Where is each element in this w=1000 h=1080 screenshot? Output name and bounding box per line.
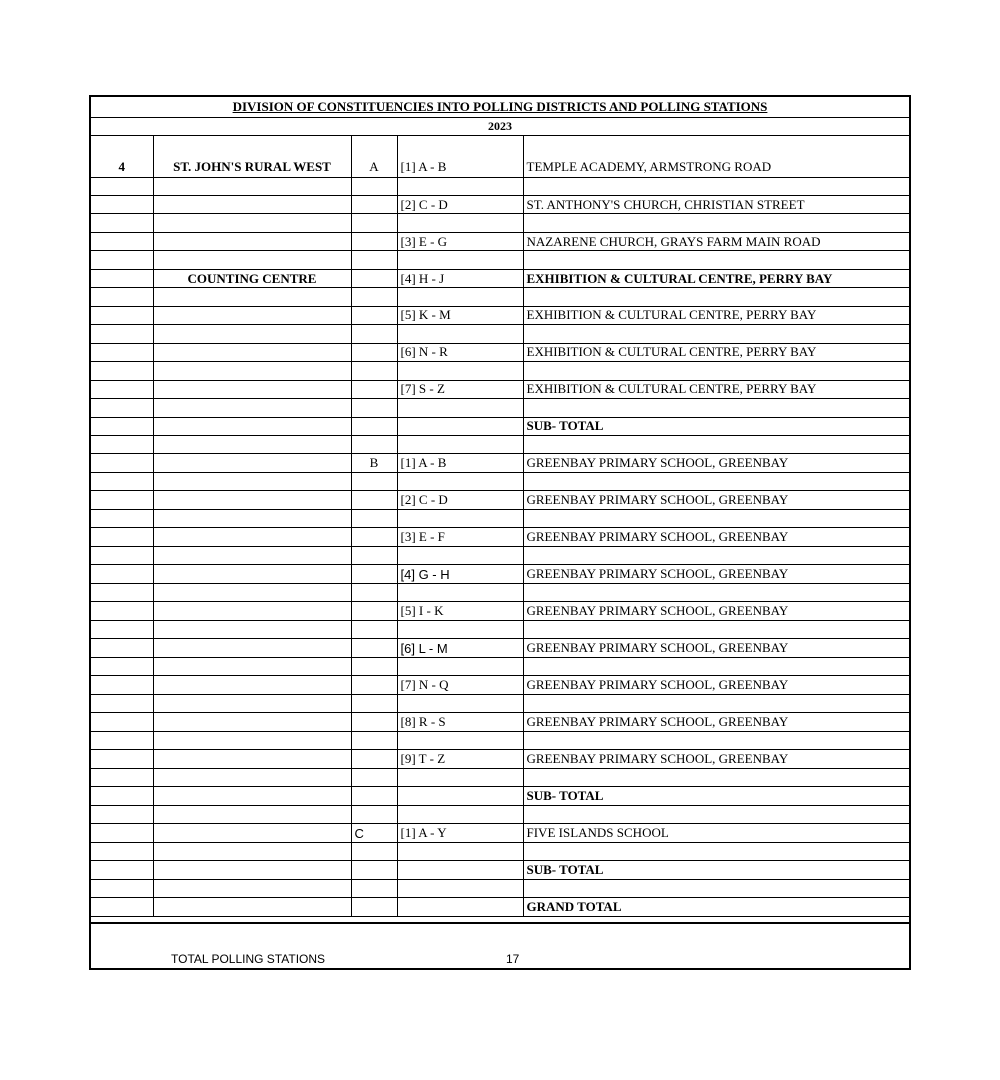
constituency-number-cell bbox=[91, 750, 153, 769]
empty-cell bbox=[523, 288, 909, 306]
document-year: 2023 bbox=[91, 117, 909, 136]
empty-cell bbox=[523, 695, 909, 713]
empty-cell bbox=[351, 695, 397, 713]
empty-cell bbox=[351, 362, 397, 380]
empty-cell bbox=[91, 510, 153, 528]
alphabet-range-cell: [6] L - M bbox=[397, 639, 523, 658]
empty-cell bbox=[523, 325, 909, 343]
alphabet-range-cell bbox=[397, 898, 523, 917]
constituency-number-cell bbox=[91, 787, 153, 806]
alphabet-range-cell: [1] A - Y bbox=[397, 824, 523, 843]
table-row bbox=[91, 380, 909, 399]
constituency-name-cell bbox=[153, 676, 351, 695]
alphabet-range-cell: [8] R - S bbox=[397, 713, 523, 732]
empty-cell bbox=[523, 547, 909, 565]
spacer-row bbox=[91, 584, 909, 602]
empty-cell bbox=[523, 806, 909, 824]
polling-district-cell bbox=[351, 565, 397, 584]
spacer-row bbox=[91, 695, 909, 713]
empty-cell bbox=[153, 806, 351, 824]
constituency-number-cell bbox=[91, 528, 153, 547]
polling-station-cell: GREENBAY PRIMARY SCHOOL, GREENBAY bbox=[523, 602, 909, 621]
table-row bbox=[91, 232, 909, 251]
constituency-name-cell bbox=[153, 565, 351, 584]
polling-station-cell: GREENBAY PRIMARY SCHOOL, GREENBAY bbox=[523, 639, 909, 658]
constituency-name-cell bbox=[153, 380, 351, 399]
empty-cell bbox=[397, 399, 523, 417]
spacer-row bbox=[91, 510, 909, 528]
total-polling-stations-label: TOTAL POLLING STATIONS bbox=[171, 952, 326, 966]
polling-station-cell: GREENBAY PRIMARY SCHOOL, GREENBAY bbox=[523, 713, 909, 732]
spacer-row bbox=[91, 177, 909, 195]
empty-cell bbox=[351, 547, 397, 565]
empty-cell bbox=[397, 362, 523, 380]
empty-cell bbox=[153, 473, 351, 491]
table-row bbox=[91, 135, 909, 177]
polling-district-cell bbox=[351, 750, 397, 769]
polling-station-cell: EXHIBITION & CULTURAL CENTRE, PERRY BAY bbox=[523, 380, 909, 399]
empty-cell bbox=[523, 658, 909, 676]
polling-district-cell: B bbox=[351, 454, 397, 473]
polling-district-cell bbox=[351, 343, 397, 362]
empty-cell bbox=[153, 177, 351, 195]
polling-station-cell: ST. ANTHONY'S CHURCH, CHRISTIAN STREET bbox=[523, 195, 909, 214]
alphabet-range-cell: [5] I - K bbox=[397, 602, 523, 621]
empty-cell bbox=[397, 177, 523, 195]
polling-station-cell: NAZARENE CHURCH, GRAYS FARM MAIN ROAD bbox=[523, 232, 909, 251]
spacer-row bbox=[91, 288, 909, 306]
empty-cell bbox=[153, 621, 351, 639]
alphabet-range-cell bbox=[397, 787, 523, 806]
empty-cell bbox=[397, 547, 523, 565]
constituency-number-cell bbox=[91, 491, 153, 510]
empty-cell bbox=[153, 510, 351, 528]
alphabet-range-cell: [2] C - D bbox=[397, 195, 523, 214]
alphabet-range-cell: [3] E - F bbox=[397, 528, 523, 547]
constituency-number-cell bbox=[91, 380, 153, 399]
empty-cell bbox=[397, 769, 523, 787]
empty-cell bbox=[523, 843, 909, 861]
spacer-row bbox=[91, 843, 909, 861]
constituency-number-cell bbox=[91, 454, 153, 473]
constituency-name-cell bbox=[153, 232, 351, 251]
constituency-name-cell: COUNTING CENTRE bbox=[153, 269, 351, 288]
polling-station-cell: GREENBAY PRIMARY SCHOOL, GREENBAY bbox=[523, 750, 909, 769]
table-row bbox=[91, 195, 909, 214]
constituency-name-cell bbox=[153, 824, 351, 843]
empty-cell bbox=[523, 436, 909, 454]
constituency-name-cell bbox=[153, 861, 351, 880]
empty-cell bbox=[91, 621, 153, 639]
empty-cell bbox=[91, 584, 153, 602]
polling-station-cell: GRAND TOTAL bbox=[523, 898, 909, 917]
polling-district-cell bbox=[351, 602, 397, 621]
constituency-name-cell bbox=[153, 195, 351, 214]
empty-cell bbox=[91, 547, 153, 565]
empty-cell bbox=[351, 880, 397, 898]
table-row bbox=[91, 491, 909, 510]
constituency-number-cell bbox=[91, 898, 153, 917]
table-row bbox=[91, 417, 909, 436]
empty-cell bbox=[91, 251, 153, 269]
constituency-number-cell bbox=[91, 306, 153, 325]
constituency-number-cell bbox=[91, 232, 153, 251]
empty-cell bbox=[397, 695, 523, 713]
empty-cell bbox=[351, 214, 397, 232]
empty-cell bbox=[397, 584, 523, 602]
empty-cell bbox=[91, 769, 153, 787]
polling-station-cell: SUB- TOTAL bbox=[523, 861, 909, 880]
constituency-number-cell bbox=[91, 565, 153, 584]
alphabet-range-cell: [7] N - Q bbox=[397, 676, 523, 695]
empty-cell bbox=[91, 177, 153, 195]
empty-cell bbox=[397, 621, 523, 639]
empty-cell bbox=[91, 362, 153, 380]
alphabet-range-cell bbox=[397, 861, 523, 880]
table-row bbox=[91, 713, 909, 732]
polling-district-cell bbox=[351, 491, 397, 510]
polling-district-cell: C bbox=[351, 824, 397, 843]
alphabet-range-cell: [3] E - G bbox=[397, 232, 523, 251]
total-polling-stations-value: 17 bbox=[506, 952, 520, 966]
empty-cell bbox=[91, 695, 153, 713]
polling-district-cell bbox=[351, 787, 397, 806]
empty-cell bbox=[351, 658, 397, 676]
alphabet-range-cell bbox=[397, 417, 523, 436]
polling-station-cell: GREENBAY PRIMARY SCHOOL, GREENBAY bbox=[523, 676, 909, 695]
spacer-row bbox=[91, 621, 909, 639]
polling-station-cell: GREENBAY PRIMARY SCHOOL, GREENBAY bbox=[523, 454, 909, 473]
empty-cell bbox=[153, 399, 351, 417]
empty-cell bbox=[523, 732, 909, 750]
empty-cell bbox=[351, 843, 397, 861]
polling-district-cell bbox=[351, 417, 397, 436]
alphabet-range-cell: [1] A - B bbox=[397, 454, 523, 473]
empty-cell bbox=[397, 510, 523, 528]
empty-cell bbox=[91, 732, 153, 750]
empty-cell bbox=[153, 769, 351, 787]
empty-cell bbox=[91, 436, 153, 454]
empty-cell bbox=[351, 473, 397, 491]
empty-cell bbox=[523, 880, 909, 898]
empty-cell bbox=[523, 399, 909, 417]
polling-station-cell: EXHIBITION & CULTURAL CENTRE, PERRY BAY bbox=[523, 306, 909, 325]
table-row bbox=[91, 343, 909, 362]
empty-cell bbox=[397, 658, 523, 676]
empty-cell bbox=[153, 251, 351, 269]
polling-station-cell: SUB- TOTAL bbox=[523, 787, 909, 806]
constituency-name-cell bbox=[153, 898, 351, 917]
constituency-name-cell bbox=[153, 602, 351, 621]
alphabet-range-cell: [4] G - H bbox=[397, 565, 523, 584]
empty-cell bbox=[397, 214, 523, 232]
alphabet-range-cell: [7] S - Z bbox=[397, 380, 523, 399]
alphabet-range-cell: [2] C - D bbox=[397, 491, 523, 510]
document-title: DIVISION OF CONSTITUENCIES INTO POLLING DISTRICTS AND POLLING STATIONS bbox=[91, 97, 909, 118]
table-row bbox=[91, 787, 909, 806]
polling-district-cell bbox=[351, 232, 397, 251]
empty-cell bbox=[91, 658, 153, 676]
empty-cell bbox=[351, 510, 397, 528]
constituency-number-cell bbox=[91, 269, 153, 288]
polling-district-cell bbox=[351, 269, 397, 288]
constituency-name-cell bbox=[153, 343, 351, 362]
empty-cell bbox=[351, 584, 397, 602]
empty-cell bbox=[153, 436, 351, 454]
constituency-number-cell bbox=[91, 417, 153, 436]
empty-cell bbox=[351, 732, 397, 750]
spacer-row bbox=[91, 880, 909, 898]
empty-cell bbox=[523, 251, 909, 269]
constituency-number-cell bbox=[91, 343, 153, 362]
spacer-row bbox=[91, 769, 909, 787]
spacer-row bbox=[91, 473, 909, 491]
constituency-name-cell bbox=[153, 750, 351, 769]
spacer-row bbox=[91, 732, 909, 750]
empty-cell bbox=[153, 880, 351, 898]
empty-cell bbox=[153, 732, 351, 750]
empty-cell bbox=[523, 177, 909, 195]
constituency-name-cell bbox=[153, 713, 351, 732]
constituency-number-cell bbox=[91, 824, 153, 843]
polling-station-cell: EXHIBITION & CULTURAL CENTRE, PERRY BAY bbox=[523, 343, 909, 362]
spacer-row bbox=[91, 806, 909, 824]
empty-cell bbox=[91, 325, 153, 343]
table-row bbox=[91, 898, 909, 917]
empty-cell bbox=[351, 806, 397, 824]
empty-cell bbox=[397, 732, 523, 750]
empty-cell bbox=[351, 325, 397, 343]
polling-station-cell: TEMPLE ACADEMY, ARMSTRONG ROAD bbox=[523, 135, 909, 177]
constituency-number-cell bbox=[91, 676, 153, 695]
constituency-name-cell bbox=[153, 787, 351, 806]
alphabet-range-cell: [1] A - B bbox=[397, 135, 523, 177]
empty-cell bbox=[351, 288, 397, 306]
empty-cell bbox=[397, 325, 523, 343]
polling-district-cell bbox=[351, 380, 397, 399]
alphabet-range-cell: [5] K - M bbox=[397, 306, 523, 325]
polling-station-cell: GREENBAY PRIMARY SCHOOL, GREENBAY bbox=[523, 491, 909, 510]
table-row bbox=[91, 824, 909, 843]
empty-cell bbox=[153, 658, 351, 676]
polling-district-cell bbox=[351, 528, 397, 547]
polling-district-cell bbox=[351, 195, 397, 214]
spacer-row bbox=[91, 547, 909, 565]
polling-station-cell: GREENBAY PRIMARY SCHOOL, GREENBAY bbox=[523, 528, 909, 547]
spacer-row bbox=[91, 658, 909, 676]
spacer-row bbox=[91, 399, 909, 417]
empty-cell bbox=[351, 399, 397, 417]
spacer-row bbox=[91, 436, 909, 454]
alphabet-range-cell: [9] T - Z bbox=[397, 750, 523, 769]
spacer-row bbox=[91, 251, 909, 269]
polling-stations-table bbox=[91, 135, 909, 917]
empty-cell bbox=[351, 251, 397, 269]
table-row bbox=[91, 861, 909, 880]
table-row bbox=[91, 306, 909, 325]
empty-cell bbox=[351, 769, 397, 787]
constituency-number-cell: 4 bbox=[91, 135, 153, 177]
constituency-name-cell: ST. JOHN'S RURAL WEST bbox=[153, 135, 351, 177]
empty-cell bbox=[351, 436, 397, 454]
empty-cell bbox=[91, 880, 153, 898]
empty-cell bbox=[91, 473, 153, 491]
constituency-name-cell bbox=[153, 639, 351, 658]
polling-station-cell: FIVE ISLANDS SCHOOL bbox=[523, 824, 909, 843]
empty-cell bbox=[523, 584, 909, 602]
spacer-row bbox=[91, 362, 909, 380]
empty-cell bbox=[153, 843, 351, 861]
constituency-number-cell bbox=[91, 602, 153, 621]
polling-station-cell: SUB- TOTAL bbox=[523, 417, 909, 436]
table-row bbox=[91, 676, 909, 695]
empty-cell bbox=[153, 695, 351, 713]
empty-cell bbox=[523, 214, 909, 232]
constituency-name-cell bbox=[153, 528, 351, 547]
table-row bbox=[91, 269, 909, 288]
constituency-number-cell bbox=[91, 639, 153, 658]
totals-footer bbox=[91, 922, 909, 968]
empty-cell bbox=[153, 547, 351, 565]
empty-cell bbox=[91, 843, 153, 861]
empty-cell bbox=[523, 510, 909, 528]
polling-district-cell bbox=[351, 306, 397, 325]
polling-station-cell: GREENBAY PRIMARY SCHOOL, GREENBAY bbox=[523, 565, 909, 584]
empty-cell bbox=[91, 288, 153, 306]
empty-cell bbox=[397, 251, 523, 269]
empty-cell bbox=[153, 288, 351, 306]
polling-district-cell bbox=[351, 713, 397, 732]
table-row bbox=[91, 639, 909, 658]
table-row bbox=[91, 528, 909, 547]
empty-cell bbox=[153, 214, 351, 232]
constituency-number-cell bbox=[91, 195, 153, 214]
empty-cell bbox=[523, 621, 909, 639]
constituency-name-cell bbox=[153, 454, 351, 473]
empty-cell bbox=[91, 806, 153, 824]
polling-station-cell: EXHIBITION & CULTURAL CENTRE, PERRY BAY bbox=[523, 269, 909, 288]
spacer-row bbox=[91, 325, 909, 343]
empty-cell bbox=[397, 806, 523, 824]
empty-cell bbox=[397, 843, 523, 861]
empty-cell bbox=[153, 584, 351, 602]
empty-cell bbox=[351, 177, 397, 195]
table-row bbox=[91, 602, 909, 621]
polling-district-cell bbox=[351, 861, 397, 880]
constituency-number-cell bbox=[91, 713, 153, 732]
empty-cell bbox=[153, 325, 351, 343]
empty-cell bbox=[397, 880, 523, 898]
empty-cell bbox=[153, 362, 351, 380]
empty-cell bbox=[91, 399, 153, 417]
empty-cell bbox=[397, 473, 523, 491]
polling-district-cell bbox=[351, 639, 397, 658]
empty-cell bbox=[523, 769, 909, 787]
alphabet-range-cell: [6] N - R bbox=[397, 343, 523, 362]
polling-division-sheet bbox=[89, 95, 911, 970]
polling-district-cell bbox=[351, 898, 397, 917]
polling-district-cell bbox=[351, 676, 397, 695]
polling-district-cell: A bbox=[351, 135, 397, 177]
empty-cell bbox=[91, 214, 153, 232]
empty-cell bbox=[397, 288, 523, 306]
table-row bbox=[91, 750, 909, 769]
constituency-name-cell bbox=[153, 306, 351, 325]
empty-cell bbox=[523, 362, 909, 380]
constituency-name-cell bbox=[153, 491, 351, 510]
empty-cell bbox=[397, 436, 523, 454]
empty-cell bbox=[351, 621, 397, 639]
empty-cell bbox=[523, 473, 909, 491]
spacer-row bbox=[91, 214, 909, 232]
alphabet-range-cell: [4] H - J bbox=[397, 269, 523, 288]
constituency-number-cell bbox=[91, 861, 153, 880]
table-row bbox=[91, 454, 909, 473]
constituency-name-cell bbox=[153, 417, 351, 436]
table-row bbox=[91, 565, 909, 584]
